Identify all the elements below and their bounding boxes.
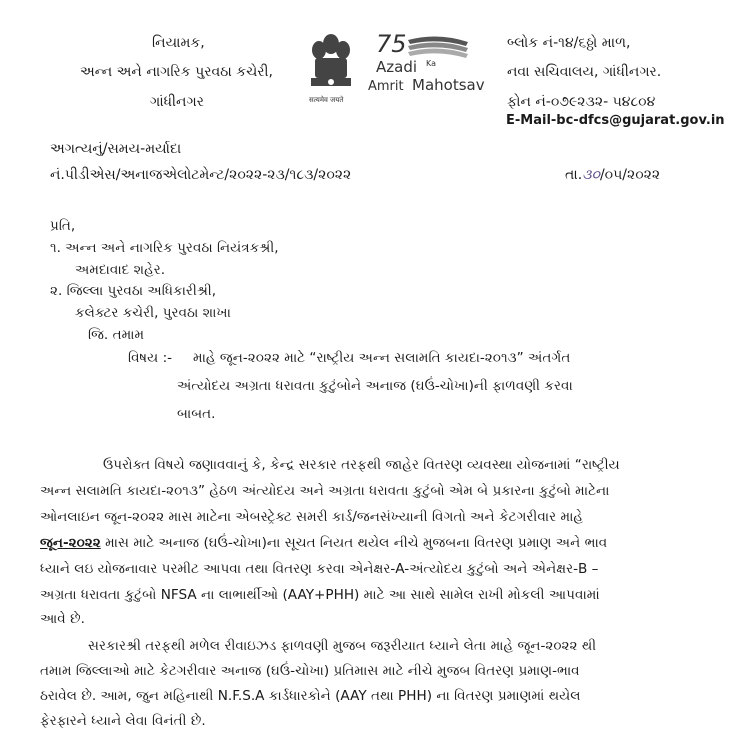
- emblem-caption: सत्यमेव जयते: [309, 96, 344, 104]
- month-highlight: જૂન-૨૦૨૨: [40, 535, 101, 551]
- p1-line-3: ઓનલાઇન જૂન-૨૦૨૨ માસ માટેના એબસ્ટ્રેક્ટ સમરી કાર્ડ/જનસંખ્યાની વિગતો અને કેટગરીવાર માહે: [40, 509, 584, 525]
- recipient-2-office: કલેક્ટર કચેરી, પુરવઠા શાખા: [75, 305, 231, 321]
- logo-word-azadi: Azadi: [376, 58, 418, 76]
- p2-line-3: ઠરાવેલ છે. આમ, જુન મહિનાથી N.F.S.A કાર્ડધારકોને (AAY તથા PHH) ના વિતરણ પ્રમાણમાં થયેલ: [40, 688, 581, 704]
- subject-line-3: બાબત.: [177, 406, 216, 422]
- office-title: નિયામક,: [152, 35, 205, 51]
- logo-number: 75: [376, 30, 407, 58]
- p1-line-4-rest: માસ માટે અનાજ (ઘઉં-ચોખા)ના સૂચત નિયત થયેલ નીચે મુજબના વિતરણ પ્રમાણ અને ભાવ: [100, 535, 608, 551]
- p1-line-7: આવે છે.: [40, 611, 85, 627]
- logo-word-mahotsav: Mahotsav: [412, 76, 485, 94]
- address-block: બ્લોક નં-૧૪/૬ઠ્ઠો માળ,: [507, 35, 631, 51]
- address-building: નવા સચિવાલય, ગાંધીનગર.: [507, 64, 662, 80]
- office-city: ગાંધીનગર: [150, 94, 204, 110]
- p1-line-4: [40, 533, 607, 553]
- phone-number: ફોન નં-૦૭૯૨૩૨- ૫૪૮૦૪: [507, 94, 656, 110]
- p2-line-1: સરકારશ્રી તરફથી મળેલ રીવાઇઝડ ફાળવણી મુજબ જરૂરીયાત ધ્યાને લેતા માહે જૂન-૨૦૨૨ થી: [88, 638, 597, 654]
- subject-line-1: માહે જૂન-૨૦૨૨ માટે “રાષ્ટ્રીય અન્ન સલામતિ કાયદા-૨૦૧૩” અંતર્ગત: [193, 350, 571, 366]
- recipient-to: પ્રતિ,: [50, 218, 76, 234]
- p1-line-1: ઉપરોક્ત વિષયે જણાવવાનું કે, કેન્દ્ર સરકાર તરફથી જાહેર વિતરણ વ્યવસ્થા યોજનામાં “રાષ્ટ્રીય: [103, 457, 620, 473]
- recipient-1: ૧. અન્ન અને નાગરિક પુરવઠા નિયંત્રકશ્રી,: [50, 240, 279, 256]
- recipient-2-district: જિ. તમામ: [88, 327, 145, 343]
- date-prefix: તા.: [565, 167, 583, 183]
- date-handwritten: ૩૦: [582, 167, 600, 183]
- p1-line-2: અન્ન સલામતિ કાયદા-૨૦૧૩” હેઠળ અંત્યોદય અને અગ્રતા ધરાવતા કુટુંબો એમ બે પ્રકારના કુટુંબો માટેના: [40, 483, 610, 499]
- p1-line-5: ધ્યાને લઇ યોજનાવાર પરમીટ આપવા તથા વિતરણ કરવા એનેક્ષર-A-અંત્યોદય કુટુંબો અને એનેક્ષર-B –: [40, 561, 599, 577]
- logo-word-ka: Ka: [426, 59, 437, 68]
- date-suffix: /૦૫/૨૦૨૨: [599, 167, 661, 183]
- azadi-ka-amrit-mahotsav-logo: [368, 30, 488, 100]
- priority-label: અગત્યનું/સમય-મર્યાદા: [50, 141, 182, 157]
- p2-line-4: ફેરફારને ધ્યાને લેવા વિનંતી છે.: [40, 713, 206, 729]
- subject-line-2: અંત્યોદય અગ્રતા ધરાવતા કુટુંબોને અનાજ (ઘઉં-ચોખા)ની ફાળવણી કરવા: [177, 378, 573, 394]
- reference-number: નં.પીડીએસ/અનાજએલોટમેન્ટ/૨૦૨૨-૨૩/૧૮૩/૨૦૨૨: [50, 167, 352, 183]
- recipient-2: ૨. જિલ્લા પુરવઠા અધિકારીશ્રી,: [50, 283, 217, 299]
- office-name: અન્ન અને નાગરિક પુરવઠા કચેરી,: [80, 64, 273, 80]
- p2-line-2: તમામ જિલ્લાઓ માટે કેટગરીવાર અનાજ (ઘઉં-ચોખા) પ્રતિમાસ માટે નીચે મુજબ વિતરણ પ્રમાણ-ભાવ: [40, 663, 580, 679]
- email-address: E-Mail-bc-dfcs@gujarat.gov.in: [506, 113, 725, 128]
- logo-word-amrit: Amrit: [368, 79, 404, 94]
- subject-label: વિષય :-: [128, 350, 173, 366]
- recipient-1-city: અમદાવાદ શહેર.: [75, 262, 166, 278]
- letter-date: [565, 167, 660, 183]
- p1-line-6: અગ્રતા ધરાવતા કુટુંબો NFSA ના લાભાર્થીઓ (AAY+PHH) માટે આ સાથે સામેલ રાખી મોકલી આપવામાં: [40, 587, 600, 603]
